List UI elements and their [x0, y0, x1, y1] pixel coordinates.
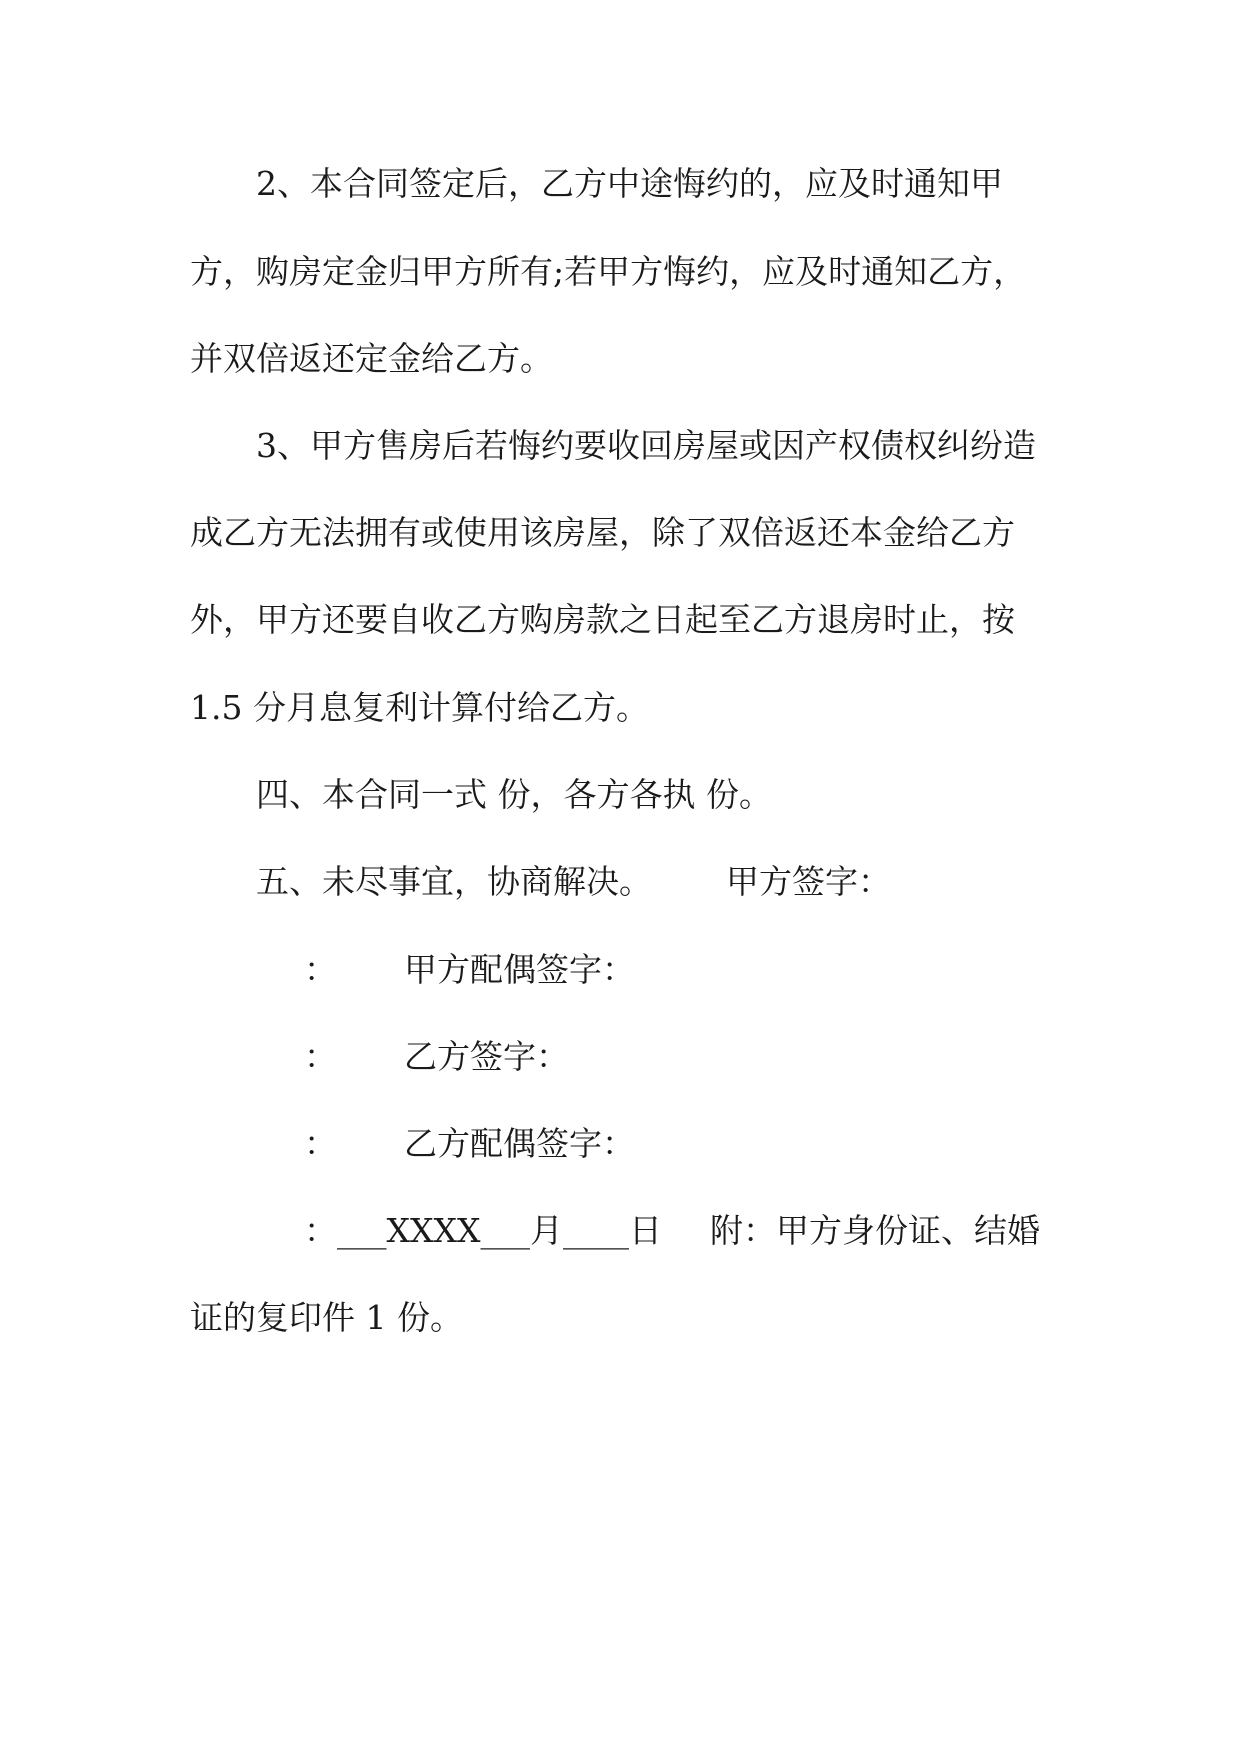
party-a-spouse-signature-label: 甲方配偶签字： [404, 950, 635, 989]
paragraph-3-line-1: 3、甲方售房后若悔约要收回房屋或因产权债权纠纷造 [256, 426, 1036, 465]
party-a-signature-label: 甲方签字： [726, 862, 891, 901]
clause-5: 五、未尽事宜，协商解决。 [256, 862, 652, 901]
paragraph-2-line-1: 2、本合同签定后，乙方中途悔约的，应及时通知甲 [256, 164, 1003, 203]
signature-colon-1: ： [304, 950, 337, 989]
signature-colon-3: ： [304, 1124, 337, 1163]
party-b-signature-label: 乙方签字： [404, 1037, 569, 1076]
date-line: ：___XXXX___月____日 [304, 1211, 662, 1250]
attachment-line-1: 附：甲方身份证、结婚 [710, 1211, 1040, 1250]
paragraph-3-line-3: 外，甲方还要自收乙方购房款之日起至乙方退房时止，按 [190, 600, 1015, 639]
clause-4: 四、本合同一式 份，各方各执 份。 [256, 775, 772, 814]
signature-colon-2: ： [304, 1037, 337, 1076]
paragraph-3-line-4: 1.5 分月息复利计算付给乙方。 [190, 688, 649, 727]
paragraph-2-line-2: 方，购房定金归甲方所有;若甲方悔约，应及时通知乙方， [190, 252, 1027, 291]
party-b-spouse-signature-label: 乙方配偶签字： [404, 1124, 635, 1163]
attachment-line-2: 证的复印件 1 份。 [190, 1298, 463, 1337]
paragraph-2-line-3: 并双倍返还定金给乙方。 [190, 339, 553, 378]
paragraph-3-line-2: 成乙方无法拥有或使用该房屋，除了双倍返还本金给乙方 [190, 513, 1015, 552]
